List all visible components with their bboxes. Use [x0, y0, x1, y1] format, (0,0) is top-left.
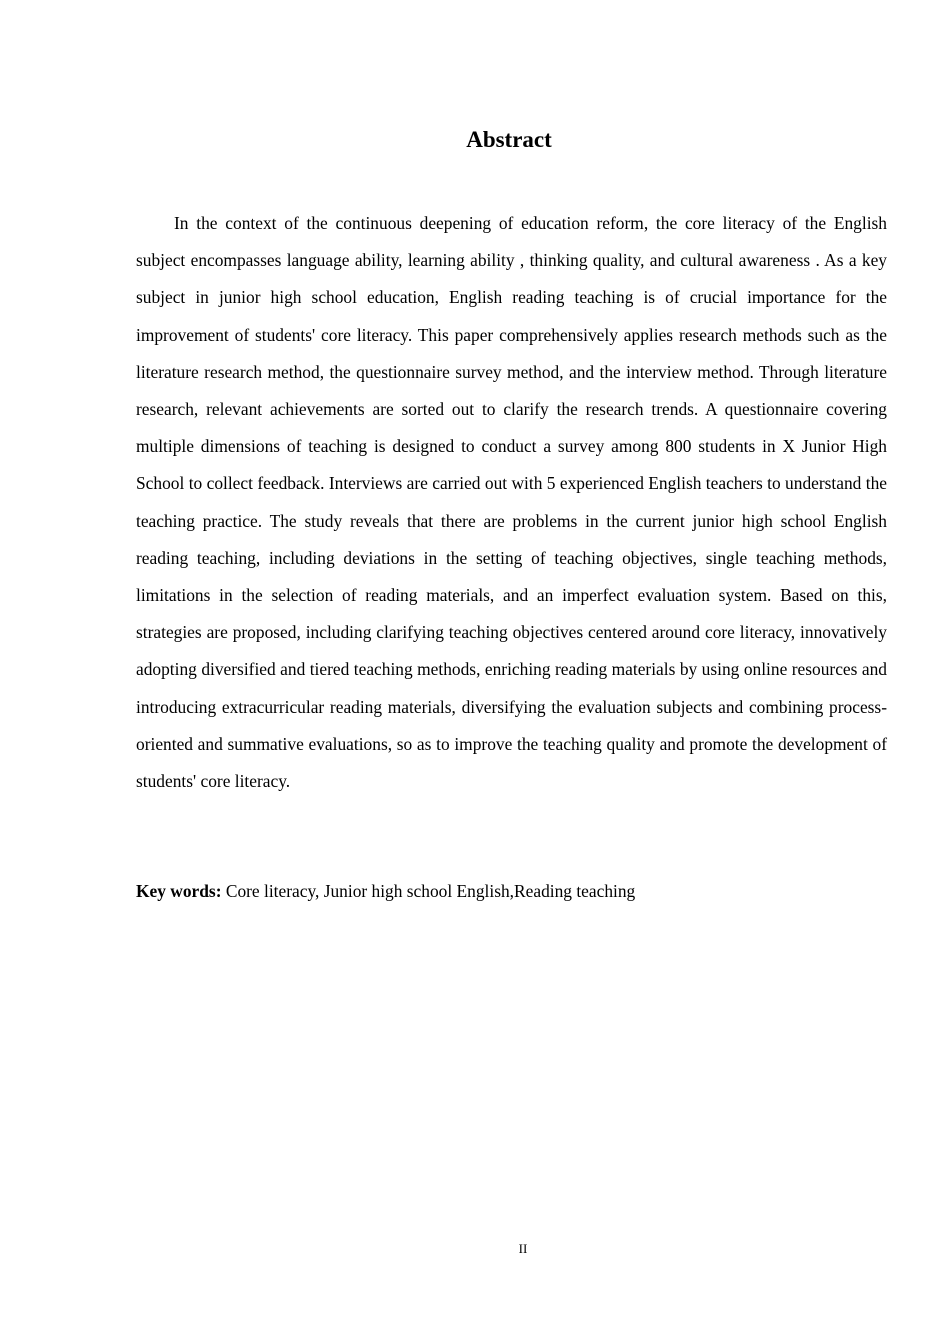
- keywords-label: Key words:: [136, 881, 222, 901]
- abstract-title: Abstract: [466, 127, 552, 152]
- abstract-body: In the context of the continuous deepening of education reform, the core literacy of the English subject encompasses language ability, learning ability , thinking quality, and cultural awareness . As a key subject in junior high school education, English reading teaching is of crucial importance for the improvement of students' core literacy. This paper comprehensively applies research methods such as the literature research method, the questionnaire survey method, and the interview method. Through literature research, relevant achievements are sorted out to clarify the research trends. A questionnaire covering multiple dimensions of teaching is designed to conduct a survey among 800 students in X Junior High School to collect feedback. Interviews are carried out with 5 experienced English teachers to understand the teaching practice. The study reveals that there are problems in the current junior high school English reading teaching, including deviations in the setting of teaching objectives, single teaching methods, limitations in the selection of reading materials, and an imperfect evaluation system. Based on this, strategies are proposed, including clarifying teaching objectives centered around core literacy, innovatively adopting diversified and tiered teaching methods, enriching reading materials by using online resources and introducing extracurricular reading materials, diversifying the evaluation subjects and combining process-oriented and summative evaluations, so as to improve the teaching quality and promote the development of students' core literacy.: [136, 213, 887, 792]
- keywords-line: [136, 873, 887, 910]
- page-number: II: [518, 1241, 528, 1256]
- keywords-text: Core literacy, Junior high school English,Reading teaching: [221, 881, 636, 901]
